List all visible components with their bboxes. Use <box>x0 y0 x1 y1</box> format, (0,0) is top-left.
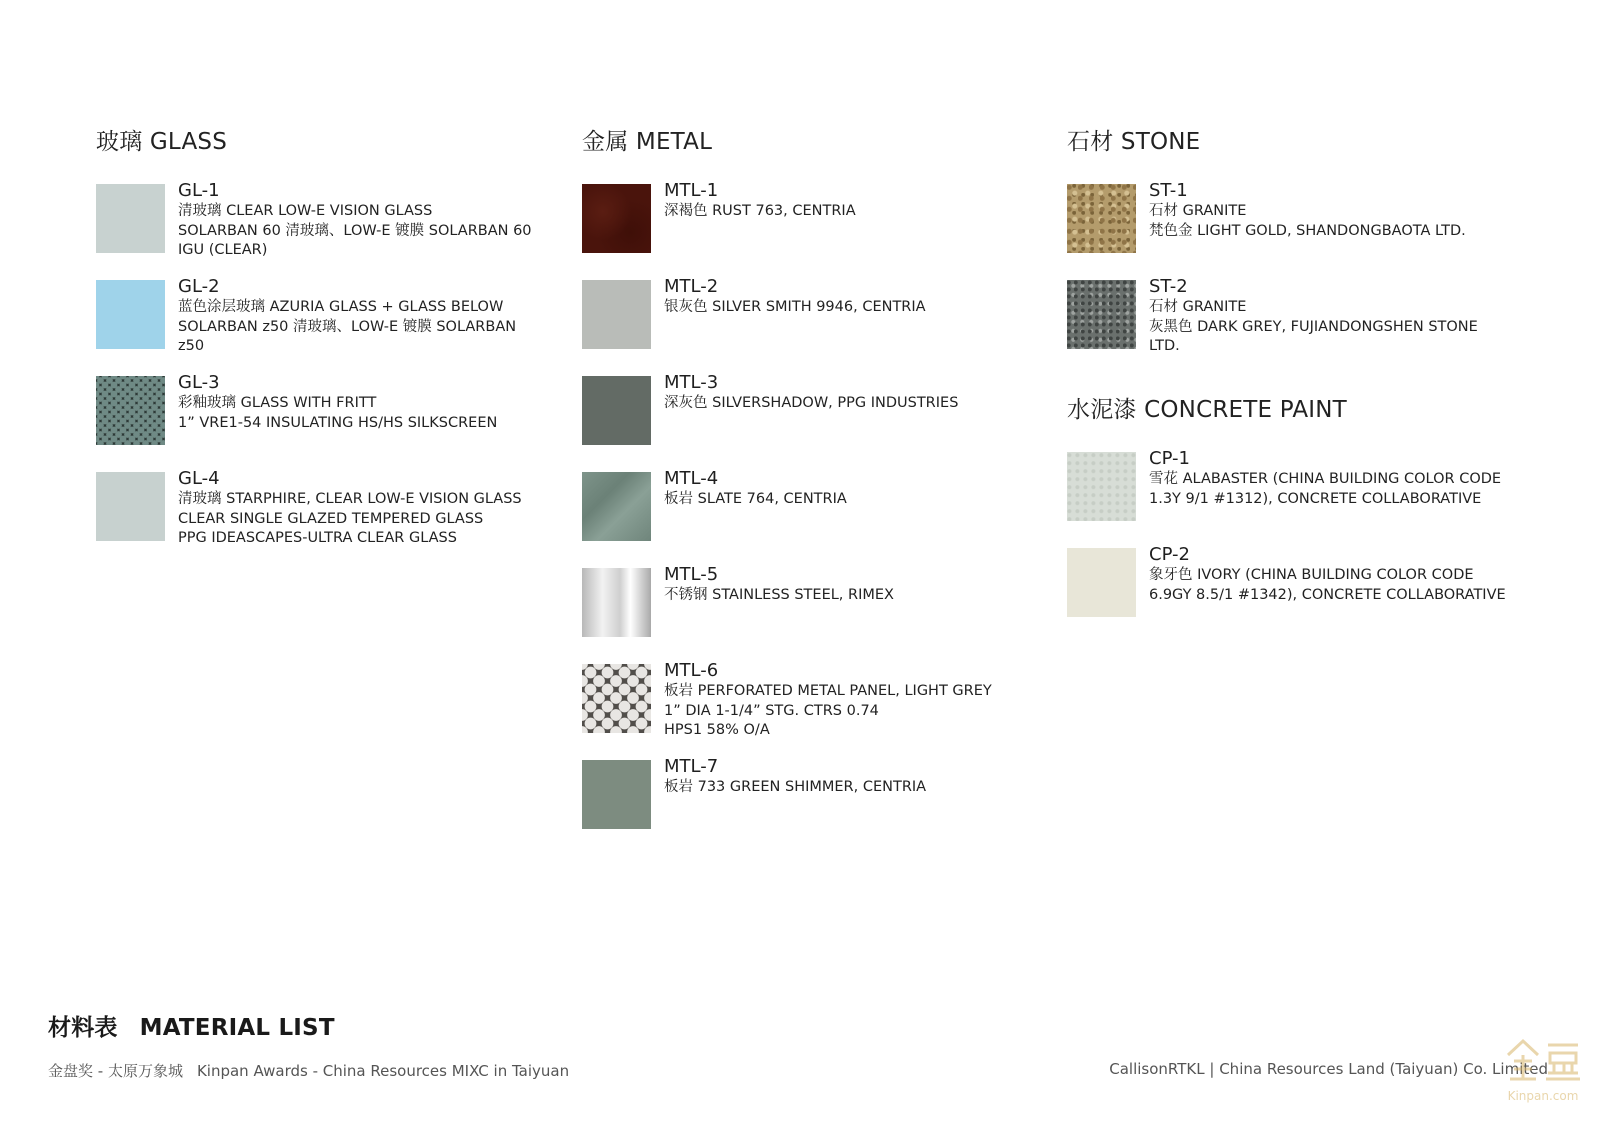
material-item-mtl-6 <box>582 660 1052 756</box>
material-desc-line: 板岩 PERFORATED METAL PANEL, LIGHT GREY <box>664 683 992 699</box>
page-title-en: MATERIAL LIST <box>139 1015 335 1041</box>
material-desc-line: 深褐色 RUST 763, CENTRIA <box>664 203 856 219</box>
swatch-mtl-1 <box>582 184 651 253</box>
material-item-cp-2 <box>1067 544 1537 640</box>
material-desc-line: CLEAR SINGLE GLAZED TEMPERED GLASS <box>178 510 484 527</box>
material-desc-line: 梵色金 LIGHT GOLD, SHANDONGBAOTA LTD. <box>1149 222 1466 239</box>
stone-section-title: 石材 STONE <box>1067 129 1201 155</box>
material-desc-line: 清玻璃 CLEAR LOW-E VISION GLASS <box>178 203 433 219</box>
material-code: MTL-5 <box>664 564 719 585</box>
swatch-cp-2 <box>1067 548 1136 617</box>
material-desc-line: LTD. <box>1149 338 1180 354</box>
swatch-gl-1 <box>96 184 165 253</box>
material-desc-line: 雪花 ALABASTER (CHINA BUILDING COLOR CODE <box>1149 471 1502 487</box>
material-desc-line: 银灰色 SILVER SMITH 9946, CENTRIA <box>664 299 926 315</box>
material-desc-line: 板岩 SLATE 764, CENTRIA <box>664 491 847 507</box>
material-desc-line: 1.3Y 9/1 #1312), CONCRETE COLLABORATIVE <box>1149 490 1482 507</box>
material-code: GL-2 <box>178 276 220 297</box>
swatch-mtl-6 <box>582 664 651 733</box>
material-desc-line: 石材 GRANITE <box>1149 203 1247 219</box>
footer-credits: CallisonRTKL | China Resources Land (Taiyuan) Co. Limited <box>1109 1060 1548 1078</box>
material-desc-line: 灰黑色 DARK GREY, FUJIANDONGSHEN STONE <box>1149 318 1478 335</box>
swatch-mtl-4 <box>582 472 651 541</box>
material-item-gl-4 <box>96 468 566 564</box>
stone-column <box>1067 126 1537 640</box>
swatch-mtl-3 <box>582 376 651 445</box>
swatch-st-2 <box>1067 280 1136 349</box>
swatch-gl-2 <box>96 280 165 349</box>
swatch-mtl-5 <box>582 568 651 637</box>
watermark-text: Kinpan.com <box>1507 1089 1579 1103</box>
material-desc-line: 象牙色 IVORY (CHINA BUILDING COLOR CODE <box>1149 567 1474 583</box>
material-code: MTL-7 <box>664 756 719 777</box>
material-desc-line: 1” DIA 1-1/4” STG. CTRS 0.74 <box>664 702 879 719</box>
material-desc-line: 6.9GY 8.5/1 #1342), CONCRETE COLLABORATIVE <box>1149 586 1506 603</box>
material-desc-line: 蓝色涂层玻璃 AZURIA GLASS + GLASS BELOW <box>178 299 504 315</box>
material-code: GL-4 <box>178 468 220 489</box>
material-code: CP-2 <box>1149 544 1190 565</box>
material-item-mtl-7 <box>582 756 1052 852</box>
material-item-mtl-1 <box>582 180 1052 276</box>
kinpan-logo-icon <box>1498 1033 1588 1085</box>
material-desc-line: SOLARBAN 60 清玻璃、LOW-E 镀膜 SOLARBAN 60 <box>178 222 532 239</box>
material-code: ST-2 <box>1149 276 1188 297</box>
material-item-gl-2 <box>96 276 566 372</box>
swatch-mtl-2 <box>582 280 651 349</box>
page-title-cn: 材料表 <box>48 1015 118 1041</box>
material-item-gl-3 <box>96 372 566 468</box>
material-desc-line: IGU (CLEAR) <box>178 242 268 258</box>
swatch-gl-4 <box>96 472 165 541</box>
material-item-cp-1 <box>1067 448 1537 544</box>
material-code: GL-1 <box>178 180 220 201</box>
material-desc-line: 板岩 733 GREEN SHIMMER, CENTRIA <box>664 779 927 795</box>
material-code: CP-1 <box>1149 448 1190 469</box>
material-desc-line: HPS1 58% O/A <box>664 722 770 738</box>
swatch-st-1 <box>1067 184 1136 253</box>
kinpan-watermark-logo <box>1498 1033 1588 1103</box>
material-item-st-1 <box>1067 180 1537 276</box>
material-code: MTL-4 <box>664 468 719 489</box>
material-code: MTL-2 <box>664 276 719 297</box>
swatch-mtl-7 <box>582 760 651 829</box>
material-item-mtl-5 <box>582 564 1052 660</box>
glass-column <box>96 126 566 564</box>
swatch-cp-1 <box>1067 452 1136 521</box>
material-desc-line: 1” VRE1-54 INSULATING HS/HS SILKSCREEN <box>178 414 498 431</box>
footer-caption-en: Kinpan Awards - China Resources MIXC in Taiyuan <box>196 1062 570 1080</box>
concrete-section-title: 水泥漆 CONCRETE PAINT <box>1067 397 1347 423</box>
material-item-mtl-4 <box>582 468 1052 564</box>
material-desc-line: PPG IDEASCAPES-ULTRA CLEAR GLASS <box>178 530 457 546</box>
material-desc-line: 清玻璃 STARPHIRE, CLEAR LOW-E VISION GLASS <box>178 491 522 507</box>
footer-project-caption <box>48 1060 569 1081</box>
material-item-mtl-3 <box>582 372 1052 468</box>
material-desc-line: z50 <box>178 338 205 354</box>
material-code: MTL-1 <box>664 180 719 201</box>
material-desc-line: 不锈钢 STAINLESS STEEL, RIMEX <box>664 587 894 603</box>
metal-section-title: 金属 METAL <box>582 129 713 155</box>
material-item-st-2 <box>1067 276 1537 372</box>
material-code: ST-1 <box>1149 180 1188 201</box>
material-code: MTL-3 <box>664 372 719 393</box>
material-code: GL-3 <box>178 372 220 393</box>
material-code: MTL-6 <box>664 660 719 681</box>
metal-column <box>582 126 1052 852</box>
page-title <box>48 1009 335 1042</box>
material-desc-line: SOLARBAN z50 清玻璃、LOW-E 镀膜 SOLARBAN <box>178 318 517 335</box>
glass-section-title: 玻璃 GLASS <box>96 129 228 155</box>
footer-caption-cn: 金盘奖 - 太原万象城 <box>48 1062 183 1080</box>
material-item-mtl-2 <box>582 276 1052 372</box>
material-desc-line: 深灰色 SILVERSHADOW, PPG INDUSTRIES <box>664 395 959 411</box>
material-item-gl-1 <box>96 180 566 276</box>
swatch-gl-3 <box>96 376 165 445</box>
material-desc-line: 石材 GRANITE <box>1149 299 1247 315</box>
material-desc-line: 彩釉玻璃 GLASS WITH FRITT <box>178 395 377 411</box>
